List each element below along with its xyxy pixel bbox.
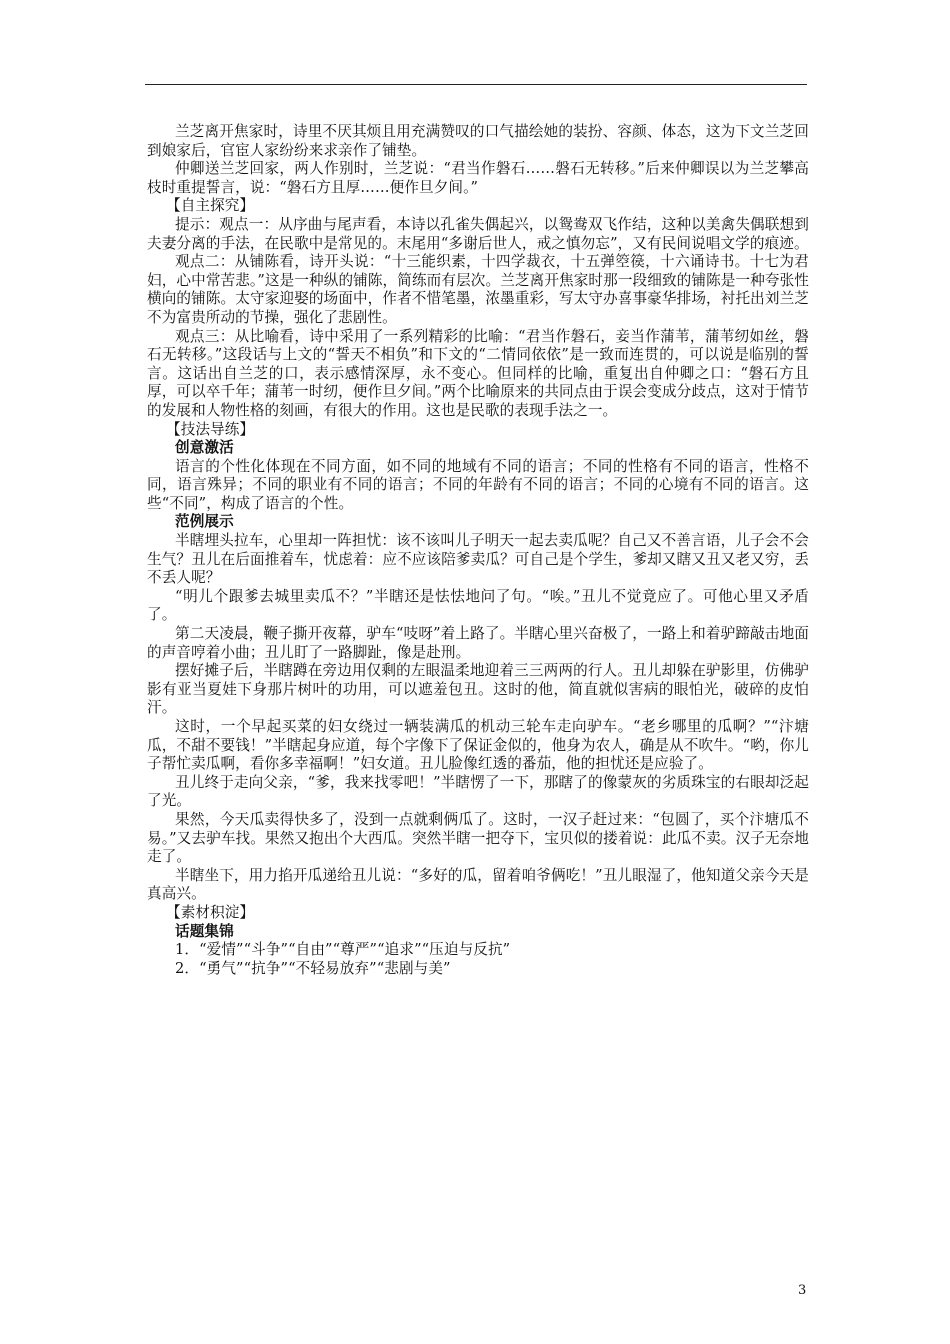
subheading: 话题集锦 [175, 922, 234, 940]
paragraph: 这时，一个早起买菜的妇女绕过一辆装满瓜的机动三轮车走向驴车。“老乡哪里的瓜啊？”“汴塘瓜，不甜不要钱！”半瞎起身应道，每个字像下了保证金似的，他身为农人，确是从不吹牛。“哟，你儿子帮忙卖瓜啊，看你多幸福啊！”妇女道。丑儿脸像红透的番茄，他的担忧还是应验了。 [147, 718, 809, 773]
document-body [147, 123, 809, 978]
page-number: 3 [798, 1283, 807, 1298]
paragraph: 半瞎坐下，用力掐开瓜递给丑儿说：“多好的瓜，留着咱爷俩吃！”丑儿眼湿了，他知道父亲今天是真高兴。 [147, 866, 809, 903]
paragraph: 半瞎埋头拉车，心里却一阵担忧：该不该叫儿子明天一起去卖瓜呢？自己又不善言语，儿子会不会生气？丑儿在后面推着车，忧虑着：应不应该陪爹卖瓜？可自己是个学生，爹却又瞎又丑又老又穷，丢不丢人呢？ [147, 532, 809, 587]
paragraph: 兰芝离开焦家时，诗里不厌其烦且用充满赞叹的口气描绘她的装扮、容颜、体态，这为下文兰芝回到娘家后，官宦人家纷纷来求亲作了铺垫。 [147, 123, 809, 159]
paragraph: 观点三：从比喻看，诗中采用了一系列精彩的比喻：“君当作磐石，妾当作蒲苇，蒲苇纫如丝，磐石无转移。”这段话与上文的“誓天不相负”和下文的“二情同依依”是一致而连贯的，可以说是临别的誓言。这话出自兰芝的口，表示感情深厚，永不变心。但同样的比喻，重复出自仲卿之口：“磐石方且厚，可以卒千年；蒲苇一时纫，便作旦夕间。”两个比喻原来的共同点由于误会变成分歧点，这对于情节的发展和人物性格的刻画，有很大的作用。这也是民歌的表现手法之一。 [147, 327, 809, 419]
paragraph: 观点二：从铺陈看，诗开头说：“十三能织素，十四学裁衣，十五弹箜篌，十六诵诗书。十七为君妇，心中常苦悲。”这是一种纵的铺陈，简练而有层次。兰芝离开焦家时那一段细致的铺陈是一种夸张性横向的铺陈。太守家迎娶的场面中，作者不惜笔墨，浓墨重彩，写太守办喜事豪华排场，衬托出刘兰芝不为富贵所动的节操，强化了悲剧性。 [147, 253, 809, 326]
section-heading: 【自主探究】 [166, 197, 255, 215]
subheading: 范例展示 [175, 513, 234, 531]
subheading: 创意激活 [175, 439, 234, 457]
paragraph: 丑儿终于走向父亲，“爹，我来找零吧！”半瞎愣了一下，那瞎了的像蒙灰的劣质珠宝的右眼却泛起了光。 [147, 773, 809, 810]
section-heading: 【技法导练】 [166, 420, 255, 438]
paragraph: 果然，今天瓜卖得快多了，没到一点就剩俩瓜了。这时，一汉子赶过来：“包圆了，买个汴塘瓜不易。”又去驴车找。果然又抱出个大西瓜。突然半瞎一把夺下，宝贝似的搂着说：此瓜不卖。汉子无奈地走了。 [147, 810, 809, 866]
list-item: 2．“勇气”“抗争”“不轻易放弃”“悲剧与美” [175, 959, 451, 977]
list-item: 1．“爱情”“斗争”“自由”“尊严”“追求”“压迫与反抗” [175, 941, 511, 959]
header-rule [145, 84, 807, 85]
section-heading: 【素材积淀】 [166, 903, 255, 921]
paragraph: 第二天凌晨，鞭子撕开夜幕，驴车“吱呀”着上路了。半瞎心里兴奋极了，一路上和着驴蹄敲击地面的声音哼着小曲；丑儿盯了一路脚趾，像是赴刑。 [147, 625, 809, 661]
paragraph: 提示：观点一：从序曲与尾声看，本诗以孔雀失偶起兴，以鸳鸯双飞作结，这种以美禽失偶联想到夫妻分离的手法，在民歌中是常见的。末尾用“多谢后世人，戒之慎勿忘”，又有民间说唱文学的痕迹。 [147, 215, 809, 252]
paragraph: 仲卿送兰芝回家，两人作别时，兰芝说：“君当作磐石……磐石无转移。”后来仲卿误以为兰芝攀高枝时重提誓言，说：“磐石方且厚……便作旦夕间。” [147, 160, 809, 196]
paragraph: 语言的个性化体现在不同方面，如不同的地域有不同的语言；不同的性格有不同的语言，性格不同，语言殊异；不同的职业有不同的语言；不同的年龄有不同的语言；不同的心境有不同的语言。这些“不同”，构成了语言的个性。 [147, 457, 809, 512]
paragraph: 摆好摊子后，半瞎蹲在旁边用仅剩的左眼温柔地迎着三三两两的行人。丑儿却躲在驴影里，仿佛驴影有亚当夏娃下身那片树叶的功用，可以遮羞包丑。这时的他，简直就似害病的眼怕光，破碎的皮怕汗。 [147, 662, 809, 717]
paragraph: “明儿个跟爹去城里卖瓜不？”半瞎还是怯怯地问了句。“唉。”丑儿不觉竟应了。可他心里又矛盾了。 [147, 587, 809, 624]
